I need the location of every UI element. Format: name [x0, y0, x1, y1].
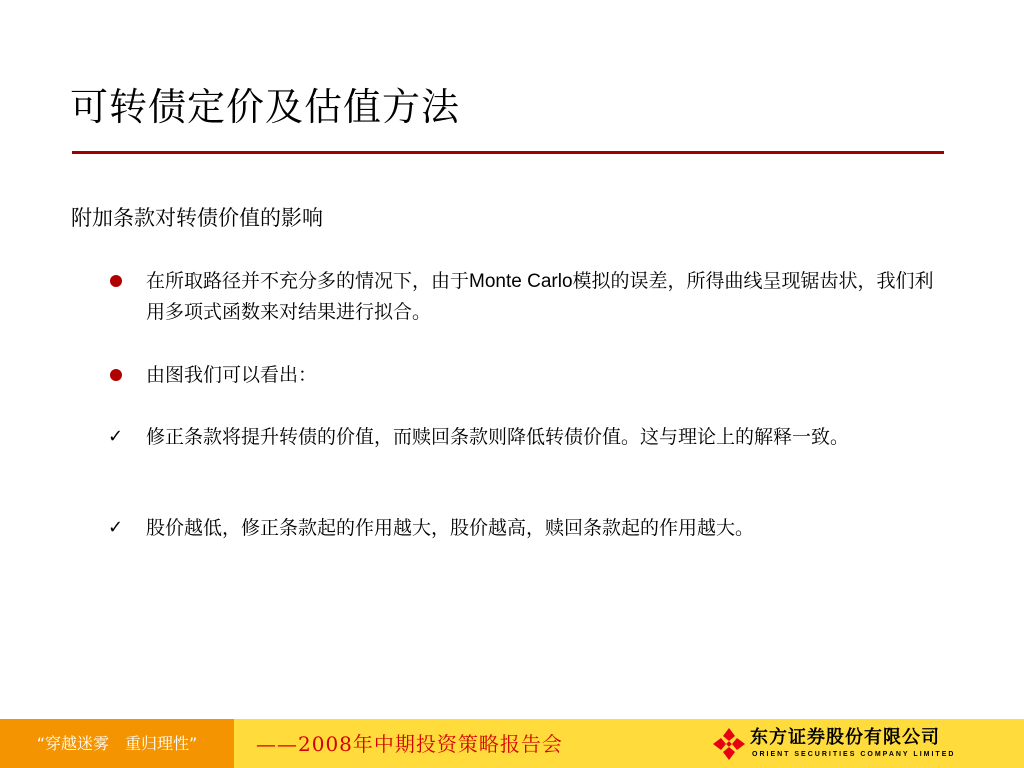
bullet-dot-icon: [108, 360, 128, 390]
footer-slogan: “穿越迷雾 重归理性”: [0, 719, 234, 768]
title-divider: [72, 151, 944, 154]
footer-event-title: ——2008年中期投资策略报告会: [256, 732, 563, 756]
bullet-text: 由图我们可以看出：: [146, 364, 318, 386]
company-name-cn: 东方证券股份有限公司: [750, 727, 940, 748]
check-text: 修正条款将提升转债的价值，而赎回条款则降低转债价值。这与理论上的解释一致。: [146, 426, 850, 448]
slide-title: 可转债定价及估值方法: [70, 85, 461, 129]
bullet-dot-icon: [108, 266, 128, 296]
footer-bar: [0, 719, 1024, 768]
company-name-en: ORIENT SECURITIES COMPANY LIMITED: [752, 751, 956, 758]
bullet-text-part: 模拟的误差，所得曲线呈现锯齿状，我们利用多项式函数来对结果进行拟合。: [146, 270, 934, 323]
check-item: [108, 513, 938, 543]
checkmark-icon: ✓: [108, 426, 124, 447]
section-subtitle: 附加条款对转债价值的影响: [71, 206, 323, 230]
check-text: 股价越低，修正条款起的作用越大，股价越高，赎回条款起的作用越大。: [146, 517, 755, 539]
checkmark-icon: ✓: [108, 517, 124, 538]
check-item: [108, 422, 938, 452]
bullet-item: [108, 266, 938, 327]
bullet-text: [146, 266, 938, 327]
orient-securities-logo-icon: [712, 727, 746, 761]
bullet-text-latin: Monte Carlo: [469, 271, 573, 292]
bullet-text-part: 在所取路径并不充分多的情况下，由于: [146, 270, 470, 292]
bullet-item: [108, 360, 938, 390]
